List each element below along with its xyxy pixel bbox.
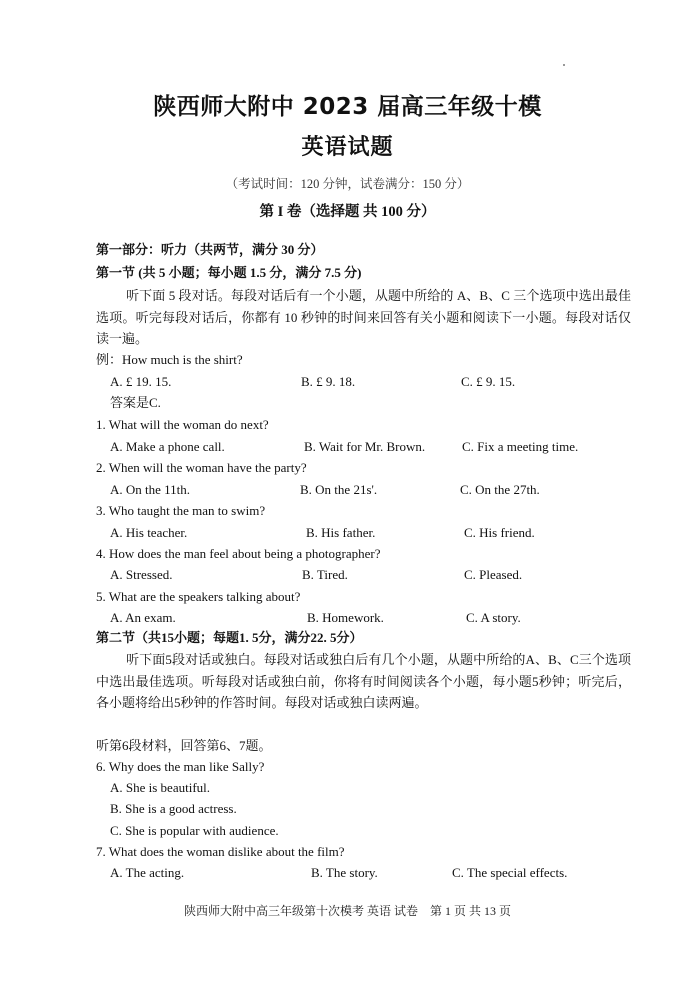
section1-heading: 第一节 (共 5 小题；每小题 1.5 分，满分 7.5 分) [96,265,362,280]
question-2: 2. When will the woman have the party? [96,460,307,475]
question-1-option-b: B. Wait for Mr. Brown. [304,439,426,454]
question-3-option-a: A. His teacher. [110,525,188,540]
example-answer: 答案是C. [110,395,161,410]
volume-title: 第 I 卷（选择题 共 100 分） [259,204,436,220]
question-4-option-b: B. Tired. [302,567,348,582]
question-7-option-c: C. The special effects. [452,865,568,880]
example-question: 例：How much is the shirt? [96,352,243,367]
section1-instructions: 听下面 5 段对话。每段对话后有一个小题，从题中所给的 A、B、C 三个选项中选出最佳选项。听完每段对话后，你都有 10 秒钟的时间来回答有关小题和阅读下一小题。每段对话仅读一遍。 [96,288,631,346]
subject-title: 英语试题 [301,135,394,160]
question-2-option-a: A. On the 11th. [110,482,191,497]
question-2-option-c: C. On the 27th. [460,482,540,497]
question-1-option-c: C. Fix a meeting time. [462,439,579,454]
page-footer: 陕西师大附中高三年级第十次模考 英语 试卷 第 1 页 共 13 页 [183,904,511,918]
question-4-option-a: A. Stressed. [110,567,173,582]
question-6: 6. Why does the man like Sally? [96,759,265,774]
question-2-option-b: B. On the 21s'. [300,482,378,497]
example-option-c: C. £ 9. 15. [461,374,516,389]
question-7-option-b: B. The story. [311,865,378,880]
question-5-option-a: A. An exam. [110,610,176,625]
material-note: 听第6段材料，回答第6、7题。 [96,738,272,753]
question-7-option-a: A. The acting. [110,865,185,880]
exam-info: （考试时间：120 分钟，试卷满分：150 分） [225,177,470,191]
section2-instructions: 听下面5段对话或独白。每段对话或独白后有几个小题，从题中所给的A、B、C三个选项中选出最佳选项。听每段对话或独白前，你将有时间阅读各个小题，每小题5秒钟；听完后，各小题将给出5秒钟的作答时间。每段对话或独白读两遍。 [96,652,631,710]
page-title: 陕西师大附中 2023 届高三年级十模 [153,94,542,120]
question-1: 1. What will the woman do next? [96,417,269,432]
question-3: 3. Who taught the man to swim? [96,503,266,518]
section2-heading: 第二节（共15小题；每题1. 5分，满分22. 5分） [96,630,363,645]
question-3-option-c: C. His friend. [464,525,535,540]
example-option-a: A. £ 19. 15. [110,374,172,389]
question-5-option-c: C. A story. [466,610,521,625]
question-4: 4. How does the man feel about being a photographer? [96,546,381,561]
question-1-option-a: A. Make a phone call. [110,439,225,454]
example-option-b: B. £ 9. 18. [301,374,356,389]
question-7: 7. What does the woman dislike about the film? [96,844,345,859]
question-3-option-b: B. His father. [306,525,376,540]
question-6-option-b: B. She is a good actress. [110,801,237,816]
question-6-option-a: A. She is beautiful. [110,780,211,795]
question-5: 5. What are the speakers talking about? [96,589,301,604]
question-6-option-c: C. She is popular with audience. [110,823,279,838]
part1-heading: 第一部分：听力（共两节，满分 30 分） [96,242,324,257]
scan-mark [563,64,565,66]
question-4-option-c: C. Pleased. [464,567,523,582]
question-5-option-b: B. Homework. [307,610,384,625]
